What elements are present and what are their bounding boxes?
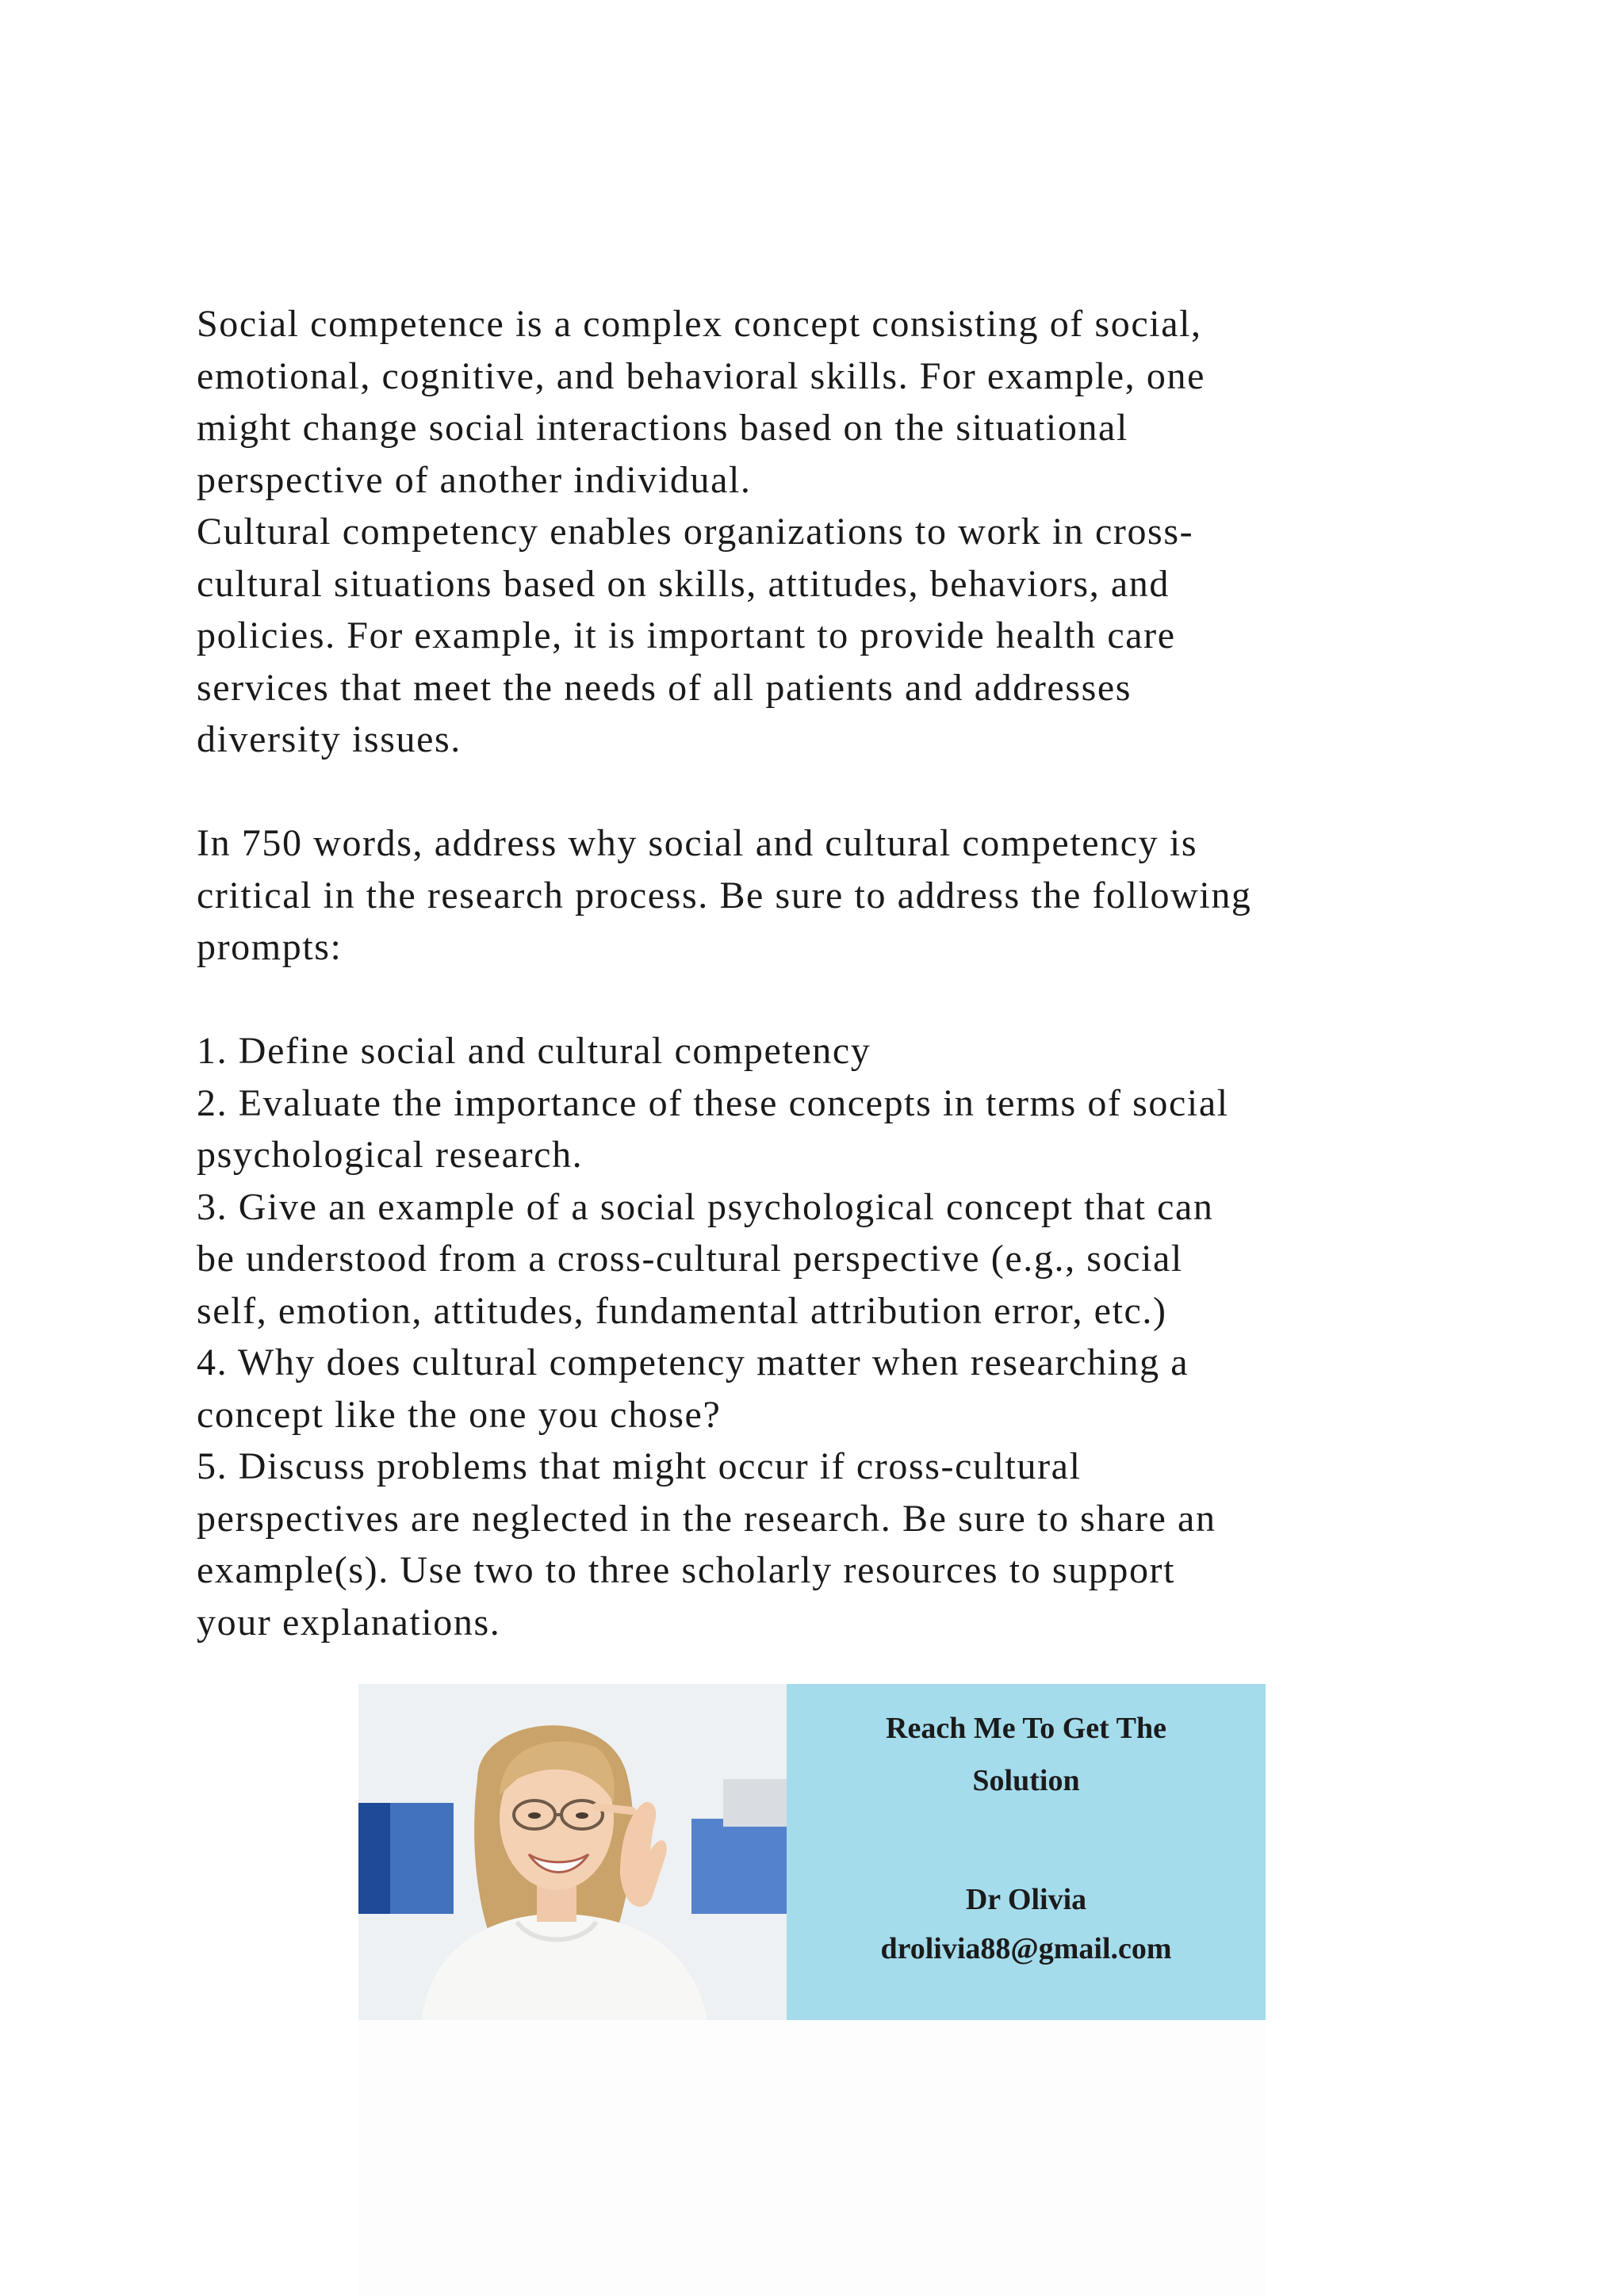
list-item: 3. Give an example of a social psychological concept that can (197, 1185, 1214, 1228)
blank-area (358, 2020, 1266, 2296)
promo-banner (358, 1684, 1266, 2020)
woman-photo-illustration (358, 1684, 787, 2020)
text-line: Cultural competency enables organizations to work in cross- (197, 511, 1194, 553)
text-line: self, emotion, attitudes, fundamental attribution error, etc.) (197, 1289, 1167, 1332)
list-item: 5. Discuss problems that might occur if cross-cultural (197, 1445, 1082, 1487)
contact-panel (787, 1684, 1266, 2020)
contact-email[interactable]: drolivia88@gmail.com (880, 1932, 1172, 1965)
text-line: might change social interactions based on the situational (197, 407, 1128, 449)
text-line: emotional, cognitive, and behavioral skills. For example, one (197, 354, 1205, 397)
list-item: 2. Evaluate the importance of these concepts in terms of social (197, 1081, 1229, 1124)
text-line: services that meet the needs of all patients and addresses (197, 666, 1132, 709)
text-line: perspectives are neglected in the research. Be sure to share an (197, 1497, 1216, 1540)
list-item: 4. Why does cultural competency matter when researching a (197, 1341, 1189, 1383)
text-line: example(s). Use two to three scholarly resources to support (197, 1549, 1176, 1591)
text-line: be understood from a cross-cultural perspective (e.g., social (197, 1238, 1183, 1280)
text-line: your explanations. (197, 1601, 501, 1644)
text-line: psychological research. (197, 1134, 584, 1176)
text-line: prompts: (197, 926, 343, 968)
text-line: diversity issues. (197, 718, 462, 760)
list-item: 1. Define social and cultural competency (197, 1030, 871, 1072)
text-line: Social competence is a complex concept consisting of social, (197, 303, 1202, 345)
contact-name: Dr Olivia (965, 1883, 1087, 1916)
text-line: perspective of another individual. (197, 458, 752, 501)
text-line: In 750 words, address why social and cultural competency is (197, 822, 1198, 864)
document-body (197, 298, 1481, 1648)
promo-subheading: Solution (972, 1764, 1080, 1797)
promo-heading: Reach Me To Get The (886, 1712, 1166, 1745)
text-line: policies. For example, it is important to provide health care (197, 614, 1176, 656)
text-line: critical in the research process. Be sure to address the following (197, 874, 1252, 916)
text-line: concept like the one you chose? (197, 1393, 722, 1436)
woman-photo (358, 1684, 787, 2020)
text-line: cultural situations based on skills, attitudes, behaviors, and (197, 562, 1170, 605)
blank-line (197, 974, 1481, 1026)
blank-line (197, 766, 1481, 818)
